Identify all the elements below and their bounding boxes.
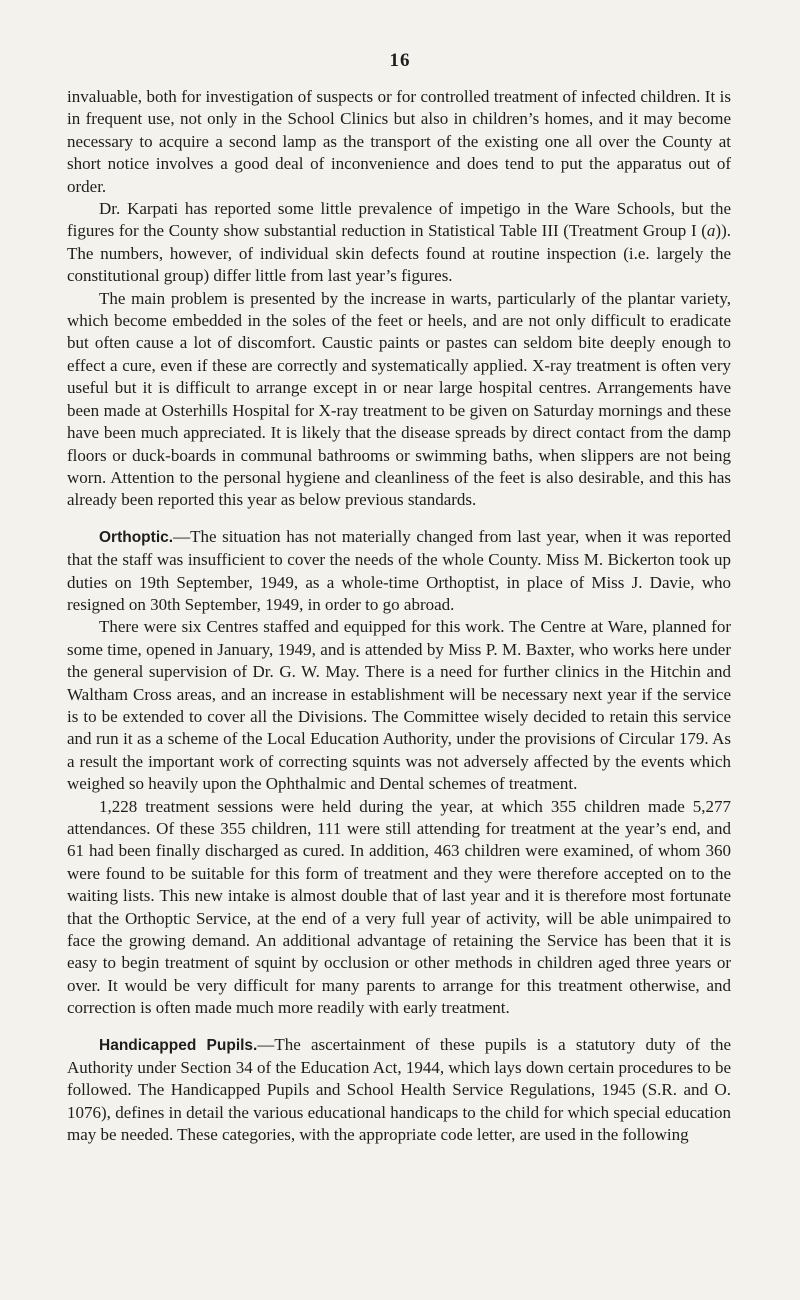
paragraph-orthoptic	[67, 526, 731, 617]
paragraph-warts: The main problem is presented by the increase in warts, particularly of the plantar variety, which become embedded in the soles of the feet or heels, and are not only difficult to eradicate but often cause a lot of discomfort. Caustic paints or pastes can seldom bite deeply enough to effect a cure, even if these are correctly and systematically applied. X-ray treatment is often very useful but it is difficult to arrange except in or near large hospital centres. Arrangements have been made at Osterhills Hospital for X-ray treatment to be given on Saturday mornings and these have been much appreciated. It is likely that the disease spreads by direct contact from the damp floors or duck-boards in communal bathrooms or swimming baths, when slippers are not being worn. Attention to the personal hygiene and cleanliness of the feet is also desirable, and this has already been reported this year as below previous standards.	[67, 288, 731, 510]
page-number: 16	[389, 50, 411, 71]
orthoptic-text: —The situation has not materially changed from last year, when it was reported that the staff was insufficient to cover the needs of the whole County. Miss M. Bickerton took up duties on 19th September, 1949, as a whole-time Orthoptist, in place of Miss J. Davie, who resigned on 30th September, 1949, in order to go abroad.	[67, 526, 731, 614]
handicapped-pupils-text: —The ascertainment of these pupils is a statutory duty of the Authority under Section 34 of the Education Act, 1944, which lays down certain procedures to be followed. The Handicapped Pupils and School Health Service Regulations, 1945 (S.R. and O. 1076), defines in detail the various educational handicaps to the child for which special education may be needed. These categories, with the appropriate code letter, are used in the following	[67, 1034, 731, 1145]
handicapped-pupils-heading: Handicapped Pupils.	[99, 1036, 258, 1054]
paragraph-handicapped-pupils	[67, 1034, 731, 1147]
paragraph-orthoptic-centres: There were six Centres staffed and equipped for this work. The Centre at Ware, planned for some time, opened in January, 1949, and is attended by Miss P. M. Baxter, who works here under the general supervision of Dr. G. W. May. There is a need for further clinics in the Hitchin and Waltham Cross areas, and an increase in establishment will be necessary next year if the service is to be extended to cover all the Divisions. The Committee wisely decided to retain this service and run it as a scheme of the Local Education Authority, under the provisions of Circular 179. As a result the important work of correcting squints was not adversely affected by the events which weighed so heavily upon the Ophthalmic and Dental schemes of treatment.	[67, 617, 731, 794]
orthoptic-heading: Orthoptic.	[99, 528, 174, 546]
impetigo-text-end: )). The numbers, however, of individual skin defects found at routine inspection (i.e. largely the constitutional group) differ little from last year’s figures.	[67, 221, 731, 286]
paragraph-orthoptic-statistics: 1,228 treatment sessions were held during the year, at which 355 children made 5,277 attendances. Of these 355 children, 111 were still attending for treatment at the year’s end, and 61 had been finally discharged as cured. In addition, 463 children were examined, of whom 360 were found to be suitable for this form of treatment and they were therefore accepted on to the waiting lists. This new intake is almost double that of last year and it is therefore most fortunate that the Orthoptic Service, at the end of a very full year of activity, will be able unimpaired to face the growing demand. An additional advantage of retaining the Service has been that it is easy to begin treatment of squint by occlusion or other methods in children aged three years or over. It would be very difficult for many parents to arrange for this treatment otherwise, and correction is often made much more readily with early treatment.	[67, 796, 731, 1018]
group-letter-italic: a	[706, 221, 716, 241]
page-body	[67, 86, 731, 1147]
paragraph-impetigo	[67, 198, 731, 288]
paragraph-ultraviolet-lamp: invaluable, both for investigation of suspects or for controlled treatment of infected children. It is in frequent use, not only in the School Clinics but also in children’s homes, and it may become necessary to acquire a second lamp as the transport of the existing one all over the County at short notice involves a good deal of inconvenience and does tend to put the apparatus out of order.	[67, 87, 731, 196]
impetigo-text-start: Dr. Karpati has reported some little prevalence of impetigo in the Ware Schools, but the figures for the County show substantial reduction in Statistical Table III (Treatment Group I (	[67, 199, 731, 241]
